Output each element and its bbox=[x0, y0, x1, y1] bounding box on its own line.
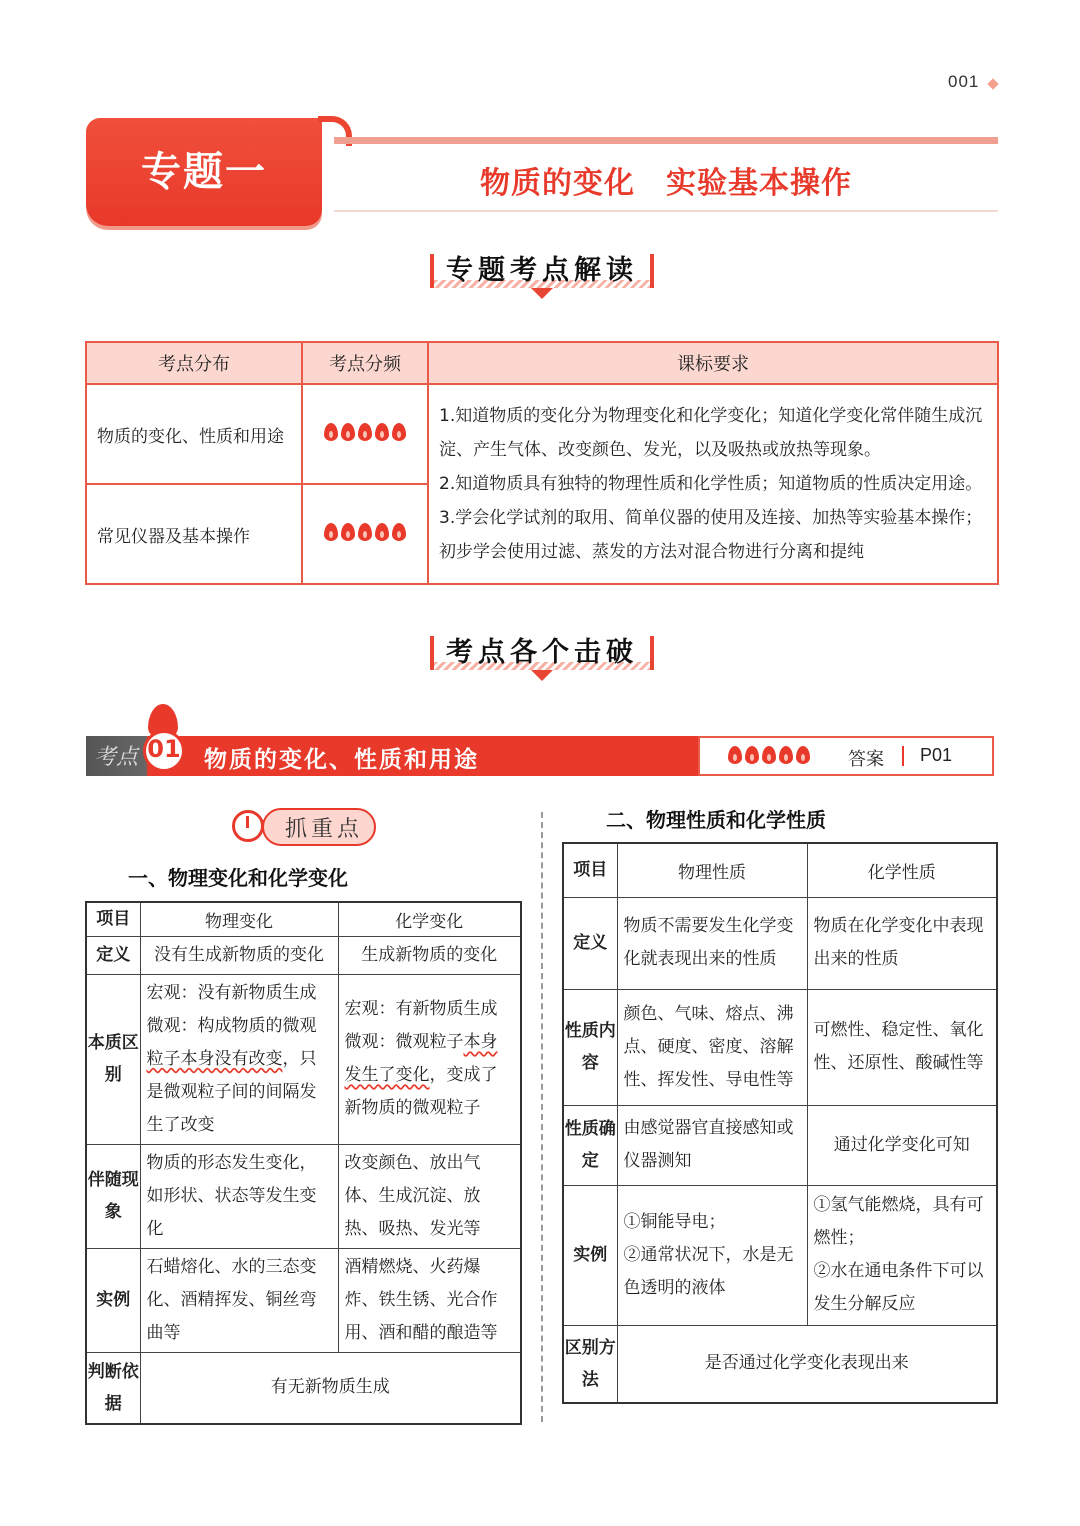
table-header: 项目 bbox=[563, 843, 617, 897]
table-header: 考点分布 bbox=[86, 342, 302, 384]
kaodian-number: 01 bbox=[147, 735, 181, 763]
table-header: 考点分频 bbox=[302, 342, 428, 384]
flame-icon bbox=[358, 423, 372, 441]
table-cell: 没有生成新物质的变化 bbox=[140, 936, 338, 974]
table-cell: 生成新物质的变化 bbox=[338, 936, 521, 974]
table-cell: 颜色、气味、熔点、沸点、硬度、密度、溶解性、挥发性、导电性等 bbox=[617, 989, 807, 1105]
emphasis-text: 本身发生了变化 bbox=[344, 1032, 498, 1085]
table-cell: 可燃性、稳定性、氧化性、还原性、酸碱性等 bbox=[807, 989, 997, 1105]
table-cell: 物质在化学变化中表现出来的性质 bbox=[807, 897, 997, 989]
row-label: 判断依据 bbox=[86, 1352, 140, 1424]
flame-icon bbox=[375, 523, 389, 541]
row-label: 定义 bbox=[86, 936, 140, 974]
table-header-row bbox=[86, 342, 998, 384]
requirement-item: 2.知道物质具有独特的物理性质和化学性质；知道物质的性质决定用途。 bbox=[439, 474, 983, 494]
table-cell bbox=[617, 1185, 807, 1325]
flame-icon bbox=[728, 746, 742, 764]
emphasis-text: 粒子本身没有改变 bbox=[146, 1048, 283, 1069]
cell-line: 微观：微观粒子 bbox=[344, 1032, 464, 1052]
table-row bbox=[86, 1352, 521, 1424]
column-divider bbox=[541, 812, 543, 1422]
cell-line: ，变成了新物质的微观粒子 bbox=[344, 1065, 498, 1118]
page-number: 001 bbox=[948, 72, 980, 91]
overview-table bbox=[85, 341, 999, 585]
flame-icon bbox=[796, 746, 810, 764]
kaodian-flames bbox=[728, 746, 810, 764]
row-label: 区别方法 bbox=[563, 1325, 617, 1403]
flame-icon bbox=[745, 746, 759, 764]
cell-line: 微观：构成物质的微观 bbox=[146, 1015, 317, 1036]
flame-icon bbox=[392, 523, 406, 541]
frequency-cell bbox=[302, 384, 428, 484]
topic-title: 物质的变化 实验基本操作 bbox=[480, 166, 852, 201]
table-row bbox=[563, 1105, 997, 1185]
table-header: 物理变化 bbox=[140, 902, 338, 936]
header-rule-bottom bbox=[334, 210, 998, 212]
table-header: 课标要求 bbox=[428, 342, 998, 384]
cell-line: 宏观：没有新物质生成 bbox=[146, 982, 317, 1003]
cell-line: ①氢气能燃烧，具有可燃性； bbox=[813, 1195, 984, 1248]
row-label: 性质内容 bbox=[563, 989, 617, 1105]
cell-line: 宏观：有新物质生成 bbox=[344, 999, 498, 1019]
table-header: 化学性质 bbox=[807, 843, 997, 897]
answer-separator bbox=[902, 746, 904, 766]
row-label: 伴随现象 bbox=[86, 1144, 140, 1248]
section-banner-overview bbox=[426, 248, 658, 290]
frequency-flames bbox=[324, 423, 406, 441]
flame-icon bbox=[341, 523, 355, 541]
requirements-cell bbox=[428, 384, 998, 584]
table-header-row bbox=[563, 843, 997, 897]
banner-arrow-icon bbox=[531, 670, 553, 681]
kaodian-title: 物质的变化、性质和用途 bbox=[204, 747, 479, 773]
banner-title: 考点各个击破 bbox=[446, 637, 638, 668]
table-cell: 物质的形态发生变化，如形状、状态等发生变化 bbox=[140, 1144, 338, 1248]
table-cell: 酒精燃烧、火药爆炸、铁生锈、光合作用、酒和醋的酿造等 bbox=[338, 1248, 521, 1352]
frequency-flames bbox=[324, 523, 406, 541]
frequency-cell bbox=[302, 484, 428, 584]
table-header: 化学变化 bbox=[338, 902, 521, 936]
requirement-item: 1.知道物质的变化分为物理变化和化学变化；知道化学变化常伴随生成沉淀、产生气体、改变颜色、发光，以及吸热或放热等现象。 bbox=[439, 406, 983, 460]
table-cell: 通过化学变化可知 bbox=[807, 1105, 997, 1185]
table-cell bbox=[807, 1185, 997, 1325]
table-row bbox=[563, 989, 997, 1105]
cell-line: ②水在通电条件下可以发生分解反应 bbox=[813, 1261, 984, 1314]
stopwatch-hand bbox=[246, 816, 249, 828]
row-label: 定义 bbox=[563, 897, 617, 989]
row-label: 性质确定 bbox=[563, 1105, 617, 1185]
cell-line: ，只是微观粒子间的间隔发生了改变 bbox=[146, 1048, 317, 1135]
table-header: 项目 bbox=[86, 902, 140, 936]
table-row bbox=[86, 974, 521, 1144]
table-row bbox=[86, 384, 998, 484]
table-header-row bbox=[86, 902, 521, 936]
flame-icon bbox=[779, 746, 793, 764]
table-row bbox=[563, 1185, 997, 1325]
flame-icon bbox=[375, 423, 389, 441]
cell-line: ①铜能导电； bbox=[623, 1211, 726, 1232]
row-label: 本质区别 bbox=[86, 974, 140, 1144]
table-row bbox=[86, 1248, 521, 1352]
table-cell: 由感觉器官直接感知或仪器测知 bbox=[617, 1105, 807, 1185]
left-section-heading: 一、物理变化和化学变化 bbox=[128, 866, 348, 890]
banner-arrow-icon bbox=[531, 288, 553, 299]
banner-title: 专题考点解读 bbox=[446, 255, 638, 286]
flame-icon bbox=[358, 523, 372, 541]
row-label: 实例 bbox=[563, 1185, 617, 1325]
table-cell: 是否通过化学变化表现出来 bbox=[617, 1325, 997, 1403]
table-cell: 改变颜色、放出气体、生成沉淀、放热、吸热、发光等 bbox=[338, 1144, 521, 1248]
table-cell bbox=[140, 974, 338, 1144]
table-cell: 常见仪器及基本操作 bbox=[86, 484, 302, 584]
header-rule-top bbox=[334, 137, 998, 144]
table-cell: 有无新物质生成 bbox=[140, 1352, 521, 1424]
flame-icon bbox=[324, 423, 338, 441]
flame-icon bbox=[392, 423, 406, 441]
cell-line: ②通常状况下，水是无色透明的液体 bbox=[623, 1244, 794, 1298]
table-row bbox=[86, 936, 521, 974]
flame-icon bbox=[762, 746, 776, 764]
flame-icon bbox=[324, 523, 338, 541]
right-section-heading: 二、物理性质和化学性质 bbox=[606, 808, 826, 832]
table-cell: 石蜡熔化、水的三态变化、酒精挥发、铜丝弯曲等 bbox=[140, 1248, 338, 1352]
answer-page: P01 bbox=[920, 745, 953, 765]
page-number-dot-icon bbox=[987, 78, 998, 89]
table-cell bbox=[338, 974, 521, 1144]
row-label: 实例 bbox=[86, 1248, 140, 1352]
answer-label: 答案 bbox=[848, 749, 884, 770]
physical-chemical-change-table bbox=[85, 901, 522, 1425]
requirement-item: 3.学会化学试剂的取用、简单仪器的使用及连接、加热等实验基本操作；初步学会使用过滤、蒸发的方法对混合物进行分离和提纯 bbox=[439, 508, 983, 562]
flame-icon bbox=[341, 423, 355, 441]
topic-label: 专题一 bbox=[141, 149, 267, 195]
table-row bbox=[563, 1325, 997, 1403]
grab-points-label: 抓重点 bbox=[285, 817, 364, 842]
kaodian-label: 考点 bbox=[94, 745, 139, 770]
section-banner-breakthrough bbox=[426, 630, 658, 672]
physical-chemical-property-table bbox=[562, 842, 998, 1404]
table-cell: 物质的变化、性质和用途 bbox=[86, 384, 302, 484]
table-cell: 物质不需要发生化学变化就表现出来的性质 bbox=[617, 897, 807, 989]
table-header: 物理性质 bbox=[617, 843, 807, 897]
table-row bbox=[563, 897, 997, 989]
table-row bbox=[86, 1144, 521, 1248]
